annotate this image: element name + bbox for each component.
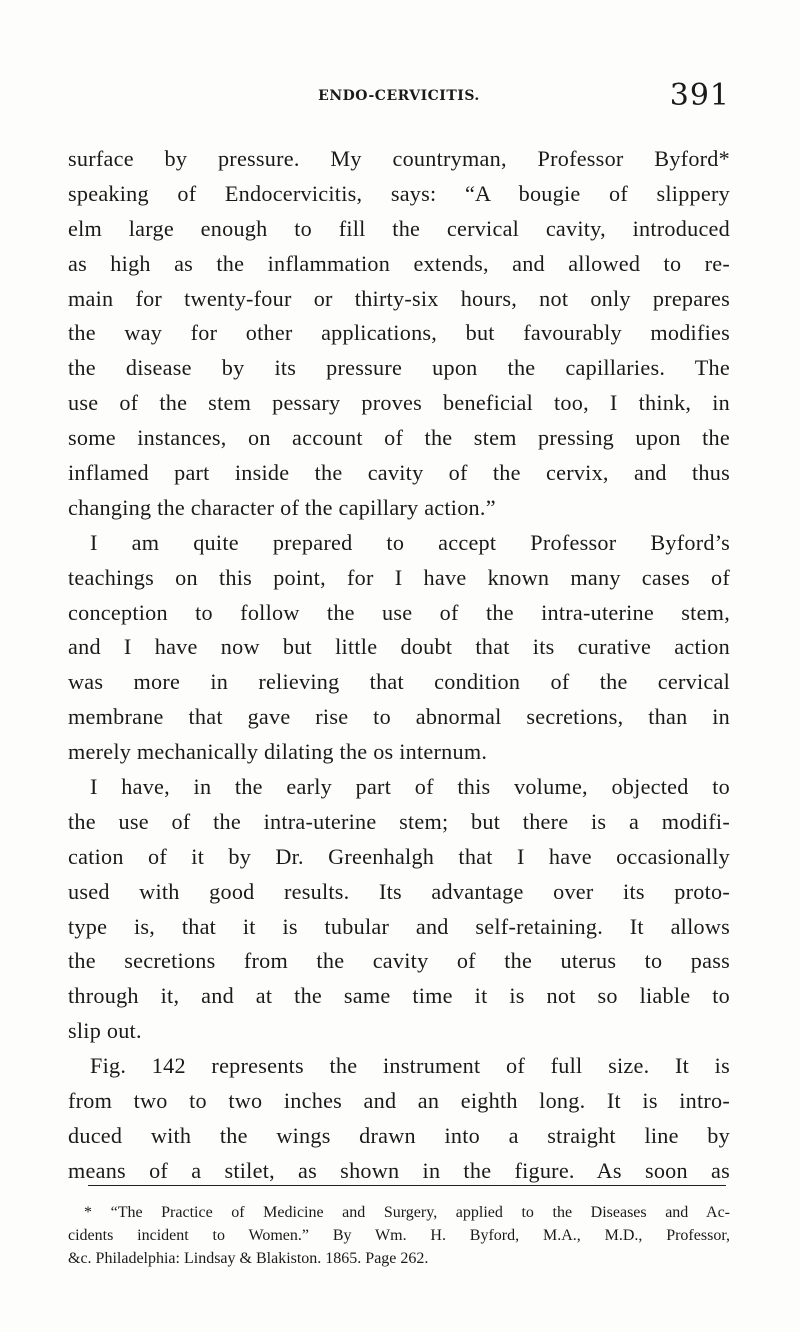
footnote-line: cidents incident to Women.” By Wm. H. Byford, M.A., M.D., Professor, <box>68 1227 730 1244</box>
text-line: inflamed part inside the cavity of the cervix, and thus <box>68 460 730 486</box>
running-head <box>68 78 730 128</box>
text-line: elm large enough to fill the cervical cavity, introduced <box>68 215 730 241</box>
text-line: as high as the inflammation extends, and allowed to re- <box>68 250 730 276</box>
text-line: type is, that it is tubular and self-retaining. It allows <box>68 913 730 939</box>
page-number: 391 <box>669 78 730 113</box>
text-line: teachings on this point, for I have known many cases of <box>68 564 730 590</box>
text-line: duced with the wings drawn into a straight line by <box>68 1122 730 1148</box>
body-text <box>68 142 730 1189</box>
text-line: I have, in the early part of this volume, objected to <box>90 774 730 800</box>
text-line: I am quite prepared to accept Professor Byford’s <box>90 529 730 555</box>
text-line: the disease by its pressure upon the capillaries. The <box>68 355 730 381</box>
text-line: changing the character of the capillary action.” <box>68 494 496 520</box>
text-line: through it, and at the same time it is not so liable to <box>68 983 730 1009</box>
text-line: and I have now but little doubt that its curative action <box>68 634 730 660</box>
footnote-line: * “The Practice of Medicine and Surgery, applied to the Diseases and Ac- <box>84 1204 730 1221</box>
footnote-line: &c. Philadelphia: Lindsay & Blakiston. 1865. Page 262. <box>68 1250 429 1267</box>
text-line: main for twenty-four or thirty-six hours, not only prepares <box>68 285 730 311</box>
text-line: membrane that gave rise to abnormal secretions, than in <box>68 704 730 730</box>
text-line: Fig. 142 represents the instrument of full size. It is <box>90 1053 730 1079</box>
text-line: the use of the intra-uterine stem; but there is a modifi- <box>68 808 730 834</box>
text-line: the way for other applications, but favourably modifies <box>68 320 730 346</box>
footnote <box>68 1201 730 1270</box>
text-line: the secretions from the cavity of the uterus to pass <box>68 948 730 974</box>
running-title: ENDO-CERVICITIS. <box>318 88 480 104</box>
text-line: means of a stilet, as shown in the figure. As soon as <box>68 1157 730 1183</box>
text-line: cation of it by Dr. Greenhalgh that I have occasionally <box>68 843 730 869</box>
text-line: conception to follow the use of the intra-uterine stem, <box>68 599 730 625</box>
text-line: use of the stem pessary proves beneficial too, I think, in <box>68 390 730 416</box>
text-line: some instances, on account of the stem pressing upon the <box>68 425 730 451</box>
text-line: speaking of Endocervicitis, says: “A bougie of slippery <box>68 180 730 206</box>
text-line: from two to two inches and an eighth long. It is intro- <box>68 1088 730 1114</box>
text-line: was more in relieving that condition of the cervical <box>68 669 730 695</box>
text-line: used with good results. Its advantage over its proto- <box>68 878 730 904</box>
text-line: slip out. <box>68 1018 142 1044</box>
footnote-divider <box>88 1185 726 1186</box>
text-line: merely mechanically dilating the os internum. <box>68 739 488 765</box>
text-line: surface by pressure. My countryman, Professor Byford* <box>68 146 730 171</box>
